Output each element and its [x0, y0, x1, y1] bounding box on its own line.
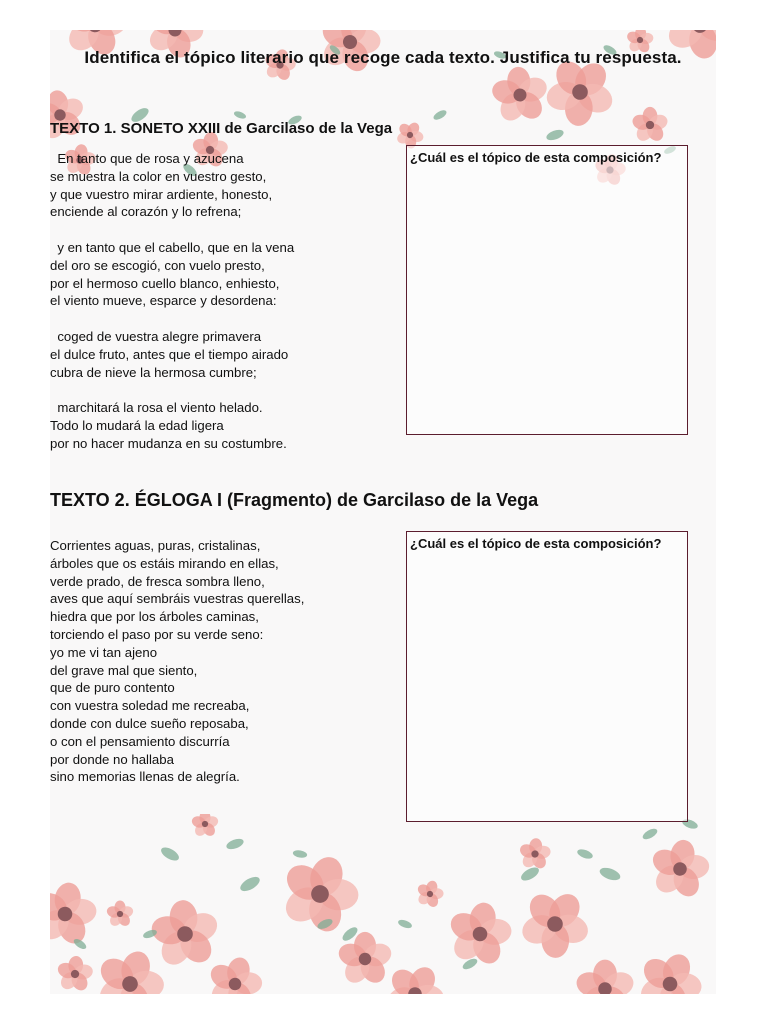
poem-line: por no hacer mudanza en su costumbre. [50, 435, 287, 451]
worksheet-title: Identifica el tópico literario que recoge cada texto. Justifica tu respuesta. [84, 48, 682, 67]
poem-line: o con el pensamiento discurría [50, 733, 230, 749]
stanza-gap [50, 221, 294, 239]
text1-answer-box [406, 145, 688, 435]
text1-poem [50, 150, 294, 453]
text2-answer-field[interactable] [411, 557, 685, 817]
poem-line: enciende al corazón y lo refrena; [50, 204, 242, 220]
poem-line: y en tanto que el cabello, que en la vena [50, 239, 295, 255]
stanza-gap [50, 310, 294, 328]
poem-line: marchitará la rosa el viento helado. [50, 400, 263, 416]
worksheet-page [50, 30, 716, 994]
poem-line: hiedra que por los árboles caminas, [50, 609, 259, 625]
text1-heading: TEXTO 1. SONETO XXIII de Garcilaso de la Vega [50, 120, 393, 137]
poem-line: donde con dulce sueño reposaba, [50, 715, 249, 731]
poem-line: aves que aquí sembráis vuestras querellas, [50, 591, 305, 607]
poem-line: el viento mueve, esparce y desordena: [50, 293, 277, 309]
poem-line: Corrientes aguas, puras, cristalinas, [50, 538, 261, 553]
poem-line: del oro se escogió, con vuelo presto, [50, 257, 265, 273]
poem-line: por donde no hallaba [50, 751, 174, 767]
text2-question-label: ¿Cuál es el tópico de esta composición? [410, 536, 662, 551]
text1-answer-field[interactable] [411, 171, 685, 430]
poem-line: con vuestra soledad me recreaba, [50, 698, 250, 714]
poem-line: verde prado, de fresca sombra lleno, [50, 573, 265, 589]
poem-line: árboles que os estáis mirando en ellas, [50, 555, 279, 571]
poem-line: y que vuestro mirar ardiente, honesto, [50, 186, 273, 202]
poem-line: el dulce fruto, antes que el tiempo airado [50, 346, 289, 362]
poem-line: sino memorias llenas de alegría. [50, 769, 240, 785]
poem-line: En tanto que de rosa y azucena [50, 151, 244, 166]
text2-answer-box [406, 531, 688, 822]
poem-line: coged de vuestra alegre primavera [50, 328, 262, 344]
poem-line: del grave mal que siento, [50, 662, 198, 678]
poem-line: se muestra la color en vuestro gesto, [50, 168, 267, 184]
poem-line: por el hermoso cuello blanco, enhiesto, [50, 275, 280, 291]
text1-question-label: ¿Cuál es el tópico de esta composición? [410, 150, 662, 165]
poem-line: Todo lo mudará la edad ligera [50, 417, 224, 433]
stanza-gap [50, 381, 294, 399]
text2-poem [50, 537, 304, 786]
poem-line: cubra de nieve la hermosa cumbre; [50, 364, 257, 380]
text2-heading: TEXTO 2. ÉGLOGA I (Fragmento) de Garcilaso de la Vega [50, 490, 539, 510]
poem-line: yo me vi tan ajeno [50, 644, 158, 660]
poem-line: torciendo el paso por su verde seno: [50, 626, 264, 642]
poem-line: que de puro contento [50, 680, 175, 696]
